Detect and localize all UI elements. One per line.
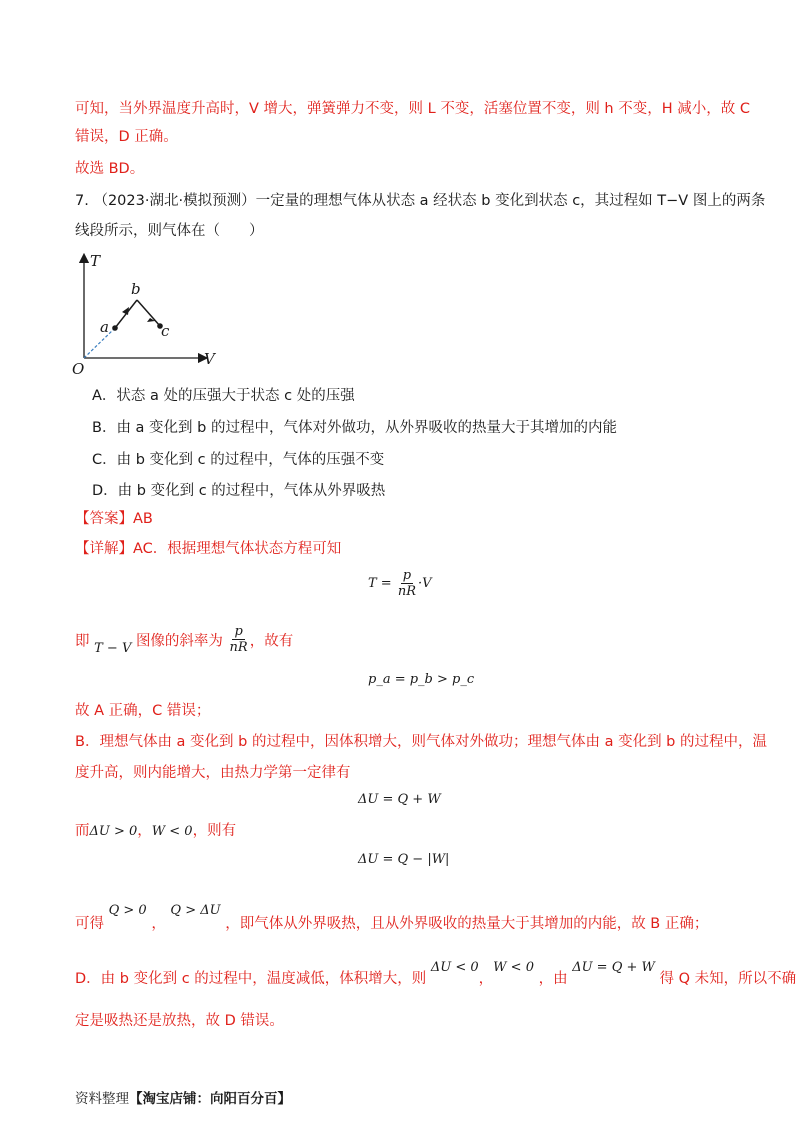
d1-cond-2: W < 0 <box>493 960 534 975</box>
d-line-1: D．由 b 变化到 c 的过程中，温度减低，体积增大，则 ΔU < 0，W < 0 ，由 ΔU = Q + W 得 Q 未知，所以不确 <box>75 960 797 987</box>
eq1-rhs: ·V <box>418 576 432 591</box>
d-line-2: 定是吸热还是放热，故 D 错误。 <box>75 1013 284 1029</box>
slope-denominator: nR <box>229 640 248 655</box>
detail-intro-line <box>75 538 341 560</box>
x-axis-label: V <box>204 350 215 368</box>
slope-numerator: p <box>234 624 243 639</box>
footer-store: 【淘宝店铺：向阳百分百】 <box>129 1091 291 1107</box>
y-axis-label: T <box>90 252 101 270</box>
b-line-4: 可得 Q > 0 ， Q > ΔU ，即气体从外界吸热，且从外界吸收的热量大于其增加的内能，故 B 正确； <box>75 903 709 932</box>
b-line-3: 而ΔU > 0，W < 0，则有 <box>75 823 237 839</box>
b-line-1: B．理想气体由 a 变化到 b 的过程中，因体积增大，则气体对外做功；理想气体由 a 变化到 b 的过程中，温 <box>75 734 767 750</box>
prev-line-2: 错误，D 正确。 <box>75 129 178 145</box>
footer-prefix: 资料整理 <box>75 1091 129 1107</box>
d1-post: 得 Q 未知，所以不确 <box>659 971 797 987</box>
option-d: D．由 b 变化到 c 的过程中，气体从外界吸热 <box>92 483 386 499</box>
equation-1 <box>368 568 432 599</box>
b3-pre: 而 <box>75 823 90 839</box>
option-c: C．由 b 变化到 c 的过程中，气体的压强不变 <box>92 452 385 468</box>
option-b: B．由 a 变化到 b 的过程中，气体对外做功，从外界吸收的热量大于其增加的内能 <box>92 420 617 436</box>
b4-q: Q > 0 <box>108 903 147 918</box>
slope-line <box>75 626 293 657</box>
eq1-fraction <box>396 568 418 599</box>
d1-cond-1: ΔU < 0 <box>430 960 479 975</box>
d1-equation: ΔU = Q + W <box>572 960 655 975</box>
footer <box>75 1087 291 1107</box>
answer-line <box>75 508 153 530</box>
detail-tag: 【详解】 <box>75 541 133 557</box>
question-source: （2023·湖北·模拟预测） <box>93 193 256 209</box>
b3-cond-1: ΔU > 0 <box>89 824 138 839</box>
answer-value: AB <box>133 511 153 527</box>
b3-cond-2: W < 0 <box>151 824 193 839</box>
tv-graph <box>70 250 230 380</box>
point-b-label: b <box>131 280 141 298</box>
slope-post: ，故有 <box>249 633 294 650</box>
option-a: A．状态 a 处的压强大于状态 c 处的压强 <box>92 388 355 404</box>
equation-3: ΔU = Q + W <box>358 792 441 807</box>
question-number: 7. <box>75 193 89 209</box>
detail-intro: AC．根据理想气体状态方程可知 <box>133 541 342 557</box>
question-stem-1: 一定量的理想气体从状态 a 经状态 b 变化到状态 c，其过程如 T−V 图上的两条 <box>255 193 766 209</box>
prev-line-3: 故选 BD。 <box>75 161 145 177</box>
prev-line-1: 可知，当外界温度升高时，V 增大，弹簧弹力不变，则 L 不变，活塞位置不变，则 h 不变，H 减小，故 C <box>75 101 750 117</box>
slope-tv: T − V <box>94 640 132 656</box>
d1-mid: ，由 <box>538 971 568 987</box>
b-line-2: 度升高，则内能增大，由热力学第一定律有 <box>75 765 351 781</box>
ac-conclusion: 故 A 正确，C 错误； <box>75 703 211 719</box>
eq1-lhs: T = <box>368 576 392 591</box>
b4-pre: 可得 <box>75 916 104 932</box>
point-c-label: c <box>161 322 170 340</box>
point-a <box>112 325 118 331</box>
equation-2: p_a = p_b > p_c <box>368 672 475 687</box>
question-stem-line-1 <box>75 190 765 212</box>
d1-pre: D．由 b 变化到 c 的过程中，温度减低，体积增大，则 <box>75 971 427 987</box>
slope-fraction <box>228 624 250 655</box>
slope-pre: 即 <box>75 633 90 650</box>
eq1-numerator: p <box>402 568 412 583</box>
equation-4: ΔU = Q − |W| <box>358 852 450 867</box>
b4-q2: Q > ΔU <box>170 903 221 918</box>
b4-post: ，即气体从外界吸热，且从外界吸收的热量大于其增加的内能，故 B 正确； <box>225 916 709 932</box>
eq1-denominator: nR <box>397 584 417 599</box>
b3-post: ，则有 <box>192 823 237 839</box>
segment-bc <box>137 300 160 326</box>
question-stem-line-2: 线段所示，则气体在（ ） <box>75 223 264 239</box>
origin-label: O <box>72 360 85 378</box>
point-a-label: a <box>100 318 109 336</box>
slope-mid: 图像的斜率为 <box>135 633 223 650</box>
answer-tag: 【答案】 <box>75 511 133 527</box>
